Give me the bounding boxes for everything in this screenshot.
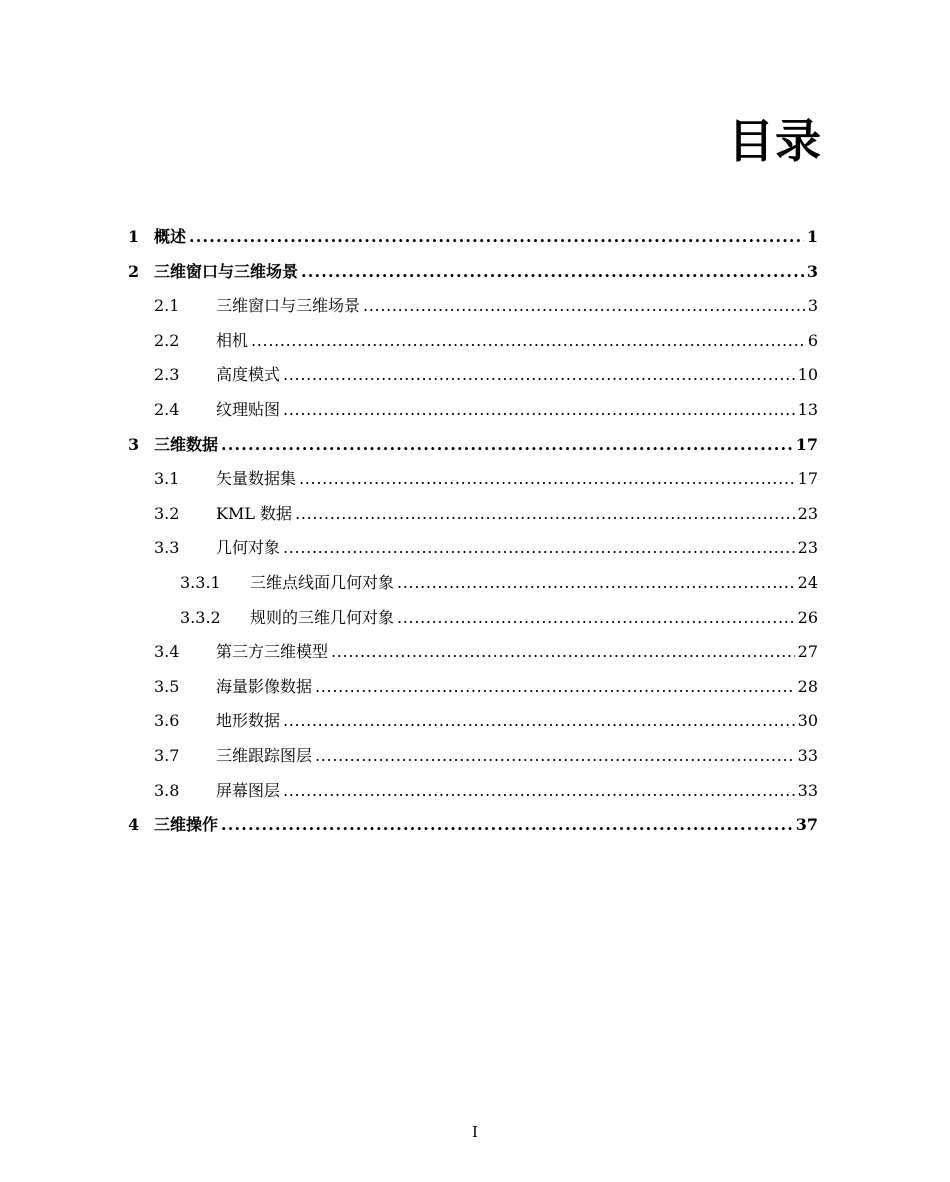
toc-number: 3.8: [154, 780, 180, 800]
toc-text: 三维窗口与三维场景: [216, 296, 361, 316]
toc-entry[interactable]: [128, 328, 818, 363]
toc-page: 17: [795, 434, 818, 454]
toc-page: 23: [797, 503, 818, 523]
toc-entry[interactable]: [128, 708, 818, 743]
toc-entry[interactable]: [128, 362, 818, 397]
toc-text: 几何对象: [216, 538, 281, 558]
toc-number: 3.4: [154, 642, 180, 662]
toc-text: 三维点线面几何对象: [250, 572, 395, 592]
toc-number: 3.7: [154, 745, 180, 765]
toc-number: 3.2: [154, 503, 180, 523]
toc-entry[interactable]: [128, 778, 818, 813]
table-of-contents: [128, 224, 818, 847]
toc-leader: [315, 677, 795, 696]
toc-text: 三维数据: [154, 434, 219, 454]
toc-text: 概述: [154, 227, 187, 246]
toc-entry[interactable]: [128, 743, 818, 778]
toc-number: 4: [128, 815, 140, 835]
toc-leader: [331, 642, 795, 661]
toc-page: 3: [807, 296, 818, 316]
toc-number: 2.1: [154, 296, 180, 316]
toc-text: 海量影像数据: [216, 676, 313, 696]
toc-number: 3.3.2: [180, 607, 221, 627]
toc-page: 23: [797, 538, 818, 558]
toc-text: 三维操作: [154, 815, 219, 835]
toc-number: 1: [128, 227, 140, 246]
toc-text: 规则的三维几何对象: [250, 607, 395, 627]
toc-number: 3.3: [154, 538, 180, 558]
toc-page: 33: [797, 745, 818, 765]
toc-leader: [283, 711, 795, 730]
toc-page: 30: [797, 711, 818, 731]
toc-leader: [251, 331, 805, 350]
toc-leader: [397, 573, 795, 592]
toc-text: 三维跟踪图层: [216, 745, 313, 765]
toc-entry[interactable]: [128, 501, 818, 536]
toc-text: 三维窗口与三维场景: [154, 261, 299, 281]
toc-entry[interactable]: [128, 397, 818, 432]
toc-page: 17: [797, 469, 818, 489]
toc-text: 高度模式: [216, 365, 281, 385]
footer-page-number: I: [472, 1123, 478, 1141]
toc-entry[interactable]: [128, 432, 818, 467]
toc-entry[interactable]: [128, 674, 818, 709]
toc-leader: [315, 746, 795, 765]
toc-leader: [301, 262, 804, 281]
toc-number: 3.3.1: [180, 572, 221, 592]
toc-text: 地形数据: [216, 711, 281, 731]
toc-number: 3.5: [154, 676, 180, 696]
toc-page: 10: [797, 365, 818, 385]
toc-leader: [397, 608, 795, 627]
toc-leader: [283, 538, 795, 557]
toc-text: 屏幕图层: [216, 780, 281, 800]
toc-leader: [295, 504, 795, 523]
toc-text: 矢量数据集: [216, 469, 297, 489]
toc-number: 2.3: [154, 365, 180, 385]
toc-page: 13: [797, 399, 818, 419]
toc-leader: [221, 815, 793, 834]
toc-number: 3: [128, 434, 140, 454]
toc-entry[interactable]: [128, 605, 818, 640]
toc-leader: [221, 435, 793, 454]
toc-page: 24: [797, 572, 818, 592]
toc-page: 6: [807, 330, 818, 350]
toc-title: 目录: [728, 114, 822, 168]
toc-entry[interactable]: [128, 639, 818, 674]
toc-entry[interactable]: [128, 293, 818, 328]
toc-page: 27: [797, 642, 818, 662]
toc-leader: [299, 469, 795, 488]
toc-entry[interactable]: [128, 812, 818, 847]
toc-page: 37: [795, 815, 818, 835]
toc-page: 28: [797, 676, 818, 696]
toc-entry[interactable]: [128, 224, 818, 259]
toc-number: 2: [128, 261, 140, 281]
toc-leader: [189, 227, 804, 246]
toc-number: 3.6: [154, 711, 180, 731]
toc-text: KML 数据: [216, 503, 293, 523]
toc-leader: [363, 296, 805, 315]
toc-text: 第三方三维模型: [216, 642, 329, 662]
toc-page: 3: [806, 261, 818, 281]
toc-number: 3.1: [154, 469, 180, 489]
toc-entry[interactable]: [128, 535, 818, 570]
toc-leader: [283, 400, 795, 419]
toc-number: 2.4: [154, 399, 180, 419]
toc-entry[interactable]: [128, 570, 818, 605]
toc-number: 2.2: [154, 330, 180, 350]
toc-leader: [283, 365, 795, 384]
toc-page: 33: [797, 780, 818, 800]
toc-entry[interactable]: [128, 466, 818, 501]
toc-leader: [283, 781, 795, 800]
toc-entry[interactable]: [128, 259, 818, 294]
toc-page: 1: [806, 227, 818, 246]
toc-text: 相机: [216, 330, 249, 350]
toc-text: 纹理贴图: [216, 399, 281, 419]
toc-page: 26: [797, 607, 818, 627]
